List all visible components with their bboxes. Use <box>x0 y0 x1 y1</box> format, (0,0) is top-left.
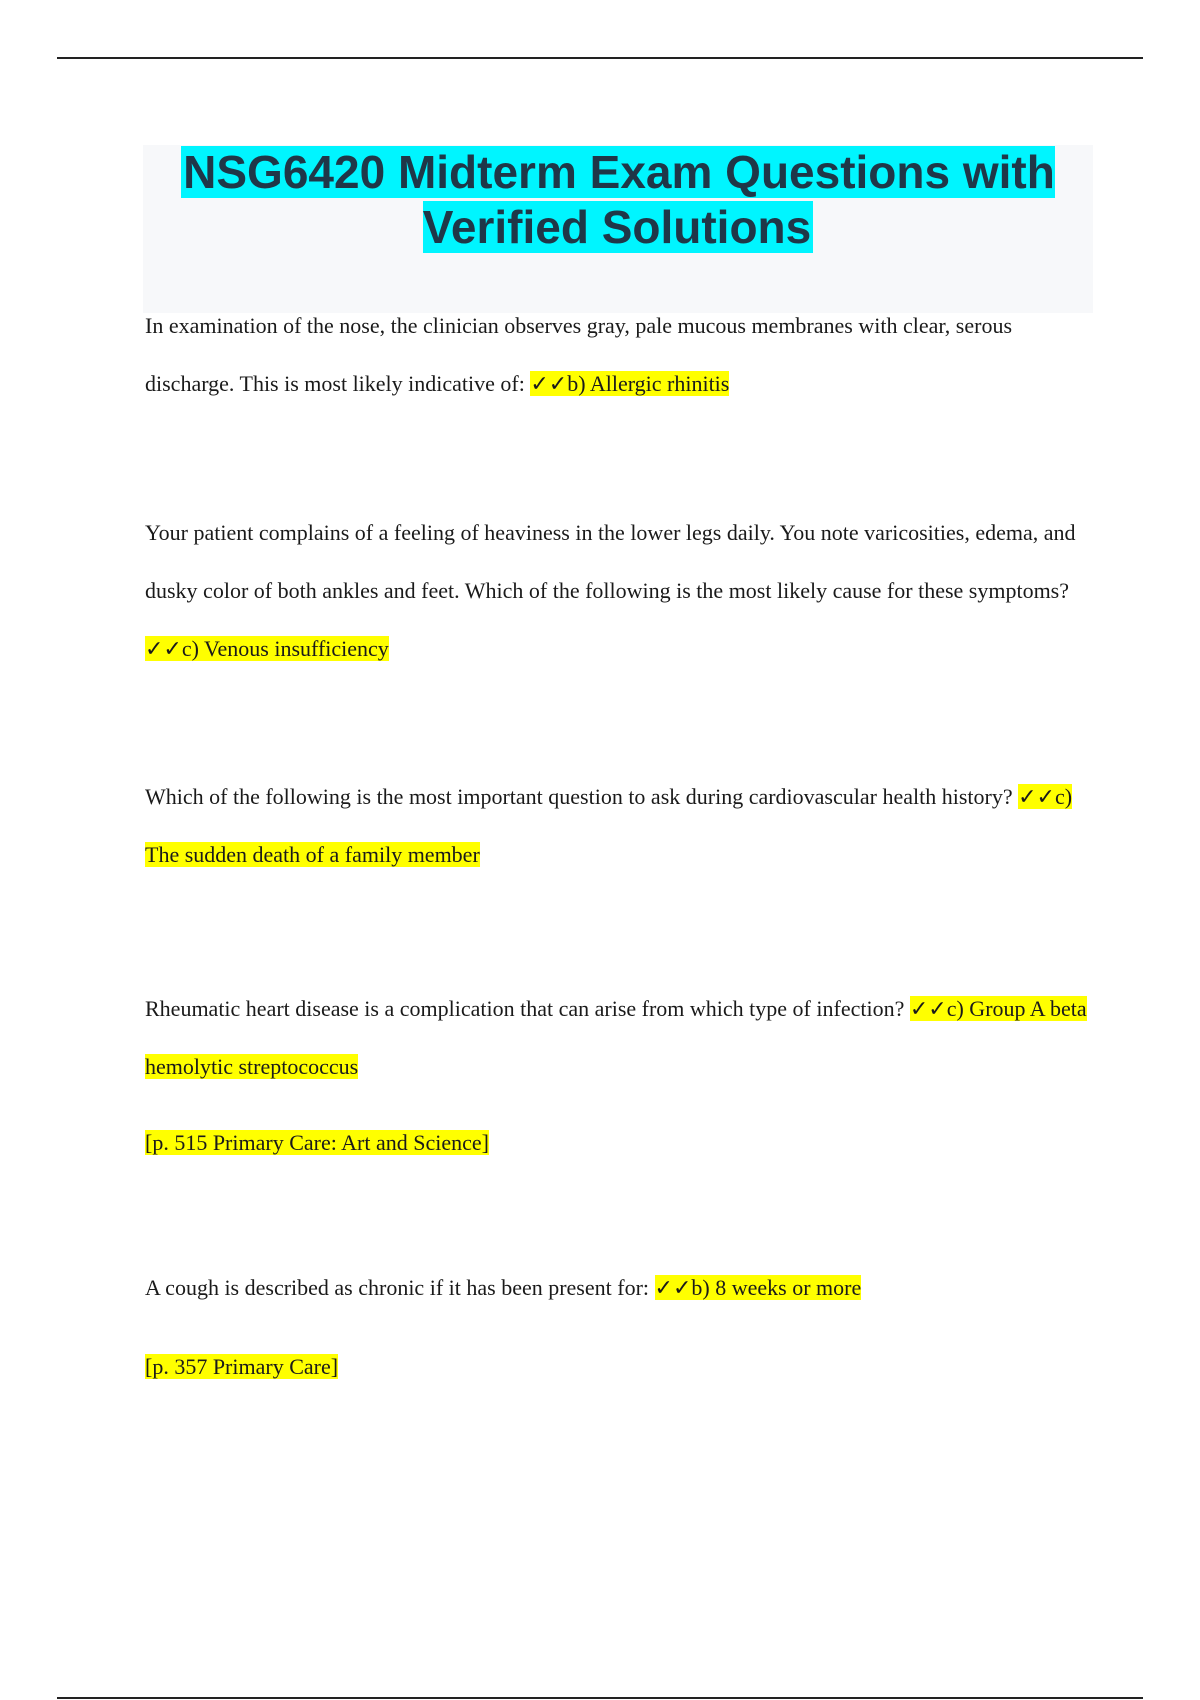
answer-highlight: ✓✓b) Allergic rhinitis <box>530 371 730 396</box>
page-title <box>143 145 1093 255</box>
question-text: Your patient complains of a feeling of heaviness in the lower legs daily. You note varicosities, edema, and dusky color of both ankles and feet. Which of the following is the most likely cause for these symptoms? <box>145 520 1076 603</box>
page-title-text: NSG6420 Midterm Exam Questions with Verified Solutions <box>183 146 1055 253</box>
question-1 <box>145 297 1090 413</box>
answer-highlight: ✓✓c) Group A beta hemolytic streptococcus <box>145 996 1087 1079</box>
reference-highlight: [p. 515 Primary Care: Art and Science] <box>145 1130 489 1155</box>
question-text: Which of the following is the most important question to ask during cardiovascular health history? <box>145 784 1013 809</box>
question-text: In examination of the nose, the clinician observes gray, pale mucous membranes with clear, serous discharge. This is most likely indicative of: <box>145 313 1013 396</box>
reference-highlight: [p. 357 Primary Care] <box>145 1354 339 1379</box>
question-5 <box>145 1259 1090 1317</box>
bottom-rule <box>57 1697 1143 1699</box>
question-3 <box>145 768 1090 884</box>
answer-highlight: ✓✓c) Venous insufficiency <box>145 636 389 661</box>
answer-highlight: ✓✓b) 8 weeks or more <box>654 1275 862 1300</box>
question-4 <box>145 980 1090 1096</box>
top-rule <box>57 57 1143 59</box>
reference-5 <box>145 1352 338 1382</box>
question-text: A cough is described as chronic if it has been present for: <box>145 1275 650 1300</box>
question-text: Rheumatic heart disease is a complication that can arise from which type of infection? <box>145 996 905 1021</box>
question-2 <box>145 504 1090 678</box>
answer-highlight: ✓✓c) The sudden death of a family member <box>145 784 1073 867</box>
reference-4 <box>145 1128 489 1158</box>
